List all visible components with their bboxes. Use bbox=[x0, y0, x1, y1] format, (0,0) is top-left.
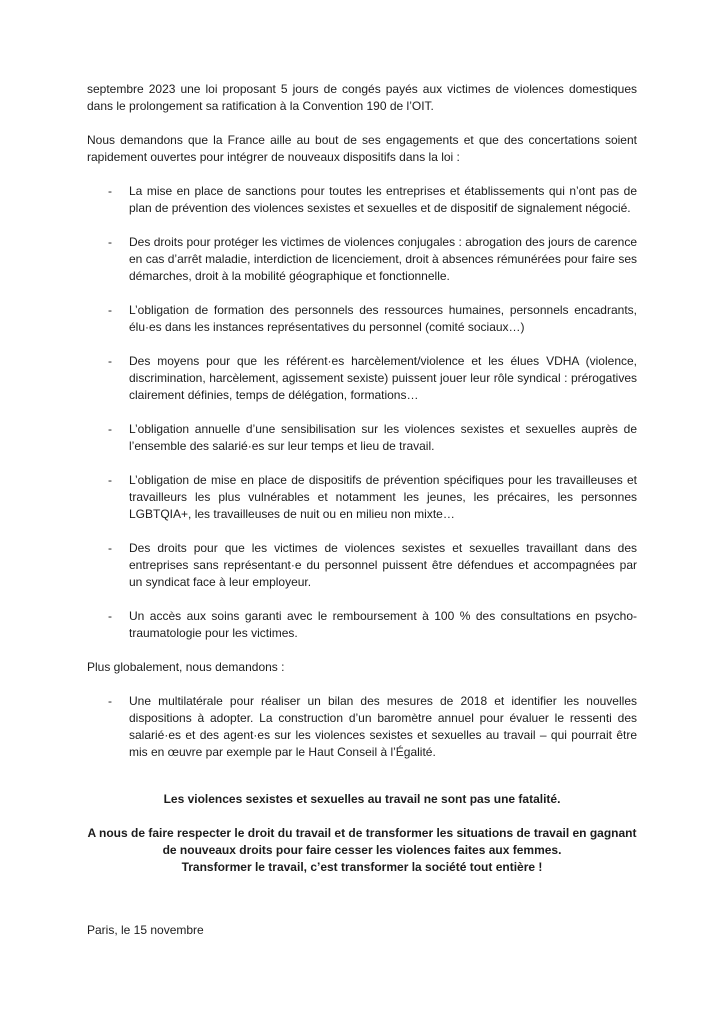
demand-item bbox=[108, 421, 637, 455]
signoff: Paris, le 15 novembre bbox=[87, 923, 204, 937]
demand-item bbox=[108, 472, 637, 523]
call-to-action bbox=[87, 825, 637, 876]
demand-item bbox=[108, 183, 637, 217]
bullet-marker: - bbox=[108, 184, 112, 198]
demand-item bbox=[108, 608, 637, 642]
demands-list bbox=[87, 183, 637, 642]
bullet-marker: - bbox=[108, 473, 112, 487]
demand-text: L’obligation de formation des personnels des ressources humaines, personnels encadrants, élu·es dans les instances représentatives du personnel (comité sociaux…) bbox=[129, 303, 637, 334]
bullet-marker: - bbox=[108, 541, 112, 555]
bullet-marker: - bbox=[108, 235, 112, 249]
call-to-action-line-1: A nous de faire respecter le droit du travail et de transformer les situations de travail en gagnant de nouveaux droits pour faire cesser les violences faites aux femmes. bbox=[87, 826, 637, 857]
call-to-action-line-2: Transformer le travail, c’est transformer la société tout entière ! bbox=[181, 860, 543, 874]
bullet-marker: - bbox=[108, 422, 112, 436]
demand-item bbox=[108, 302, 637, 336]
bullet-marker: - bbox=[108, 303, 112, 317]
demand-text: La mise en place de sanctions pour toutes les entreprises et établissements qui n’ont pas de plan de prévention des violences sexistes et sexuelles et de dispositif de signalement négocié. bbox=[129, 184, 637, 215]
bullet-marker: - bbox=[108, 354, 112, 368]
demand-item bbox=[108, 353, 637, 404]
demand-text: Des droits pour protéger les victimes de violences conjugales : abrogation des jours de carence en cas d’arrêt maladie, interdiction de licenciement, droit à absences rémunérées pour faire ses démarches, droit à la mobilité géographique et fonctionnelle. bbox=[129, 235, 637, 283]
demand-text: L’obligation de mise en place de dispositifs de prévention spécifiques pour les travailleuses et travailleurs les plus vulnérables et notamment les jeunes, les précaires, les personnes LGBTQIA+, les travailleuses de nuit ou en milieu non mixte… bbox=[129, 473, 637, 521]
demand-text: L’obligation annuelle d’une sensibilisation sur les violences sexistes et sexuelles auprès de l’ensemble des salarié·es sur leur temps et lieu de travail. bbox=[129, 422, 637, 453]
demand-text: Des moyens pour que les référent·es harcèlement/violence et les élues VDHA (violence, discrimination, harcèlement, agissement sexiste) puissent jouer leur rôle syndical : prérogatives clairement définies, temps de délégation, formations… bbox=[129, 354, 637, 402]
demand-text: Une multilatérale pour réaliser un bilan des mesures de 2018 et identifier les nouvelles dispositions à adopter. La construction d’un baromètre annuel pour évaluer le ressenti des salarié·es et des agent·es sur les violences sexistes et sexuelles au travail – qui pourrait être mis en œuvre par exemple par le Haut Conseil à l’Égalité. bbox=[129, 694, 637, 759]
body-paragraph-2: Nous demandons que la France aille au bout de ses engagements et que des concertations soient rapidement ouvertes pour intégrer de nouveaux dispositifs dans la loi : bbox=[87, 133, 637, 164]
more-demands-intro: Plus globalement, nous demandons : bbox=[87, 660, 285, 674]
bullet-marker: - bbox=[108, 609, 112, 623]
demand-item bbox=[108, 540, 637, 591]
demand-item bbox=[108, 234, 637, 285]
demand-text: Des droits pour que les victimes de violences sexistes et sexuelles travaillant dans des entreprises sans représentant·e du personnel puissent être défendues et accompagnées par un syndicat face à leur employeur. bbox=[129, 541, 637, 589]
body-paragraph-1: septembre 2023 une loi proposant 5 jours de congés payés aux victimes de violences domestiques dans le prolongement sa ratification à la Convention 190 de l’OIT. bbox=[87, 82, 637, 113]
slogan-headline: Les violences sexistes et sexuelles au travail ne sont pas une fatalité. bbox=[163, 792, 561, 806]
bullet-marker: - bbox=[108, 694, 112, 708]
demand-item bbox=[108, 693, 637, 761]
demand-text: Un accès aux soins garanti avec le remboursement à 100 % des consultations en psycho-traumatologie pour les victimes. bbox=[129, 609, 637, 640]
additional-demands-list bbox=[87, 693, 637, 761]
